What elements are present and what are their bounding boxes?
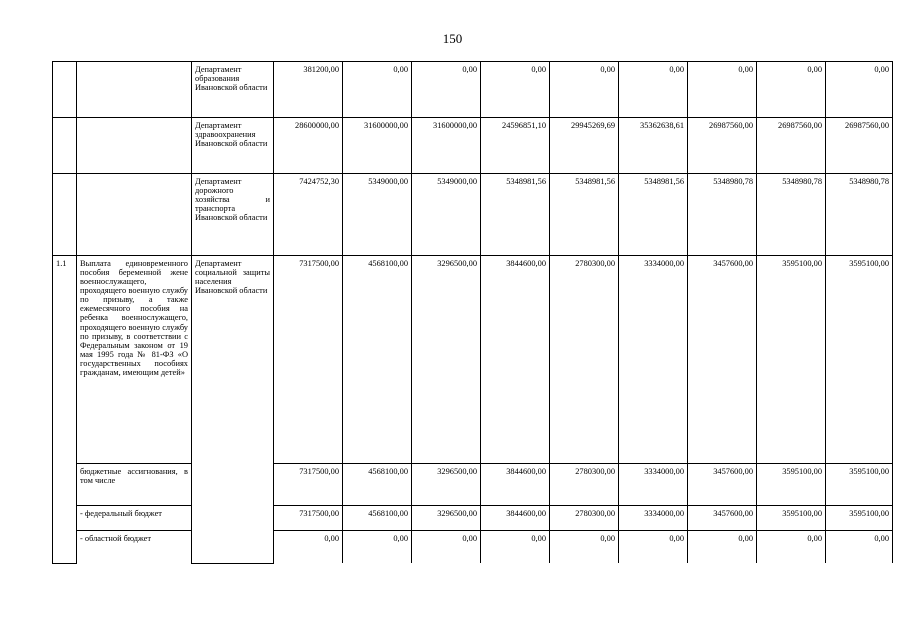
value-cell: 5348980,78 xyxy=(688,174,757,256)
value-cell: 3844600,00 xyxy=(481,464,550,506)
value-cell: 3595100,00 xyxy=(826,506,893,531)
value-cell: 31600000,00 xyxy=(343,118,412,174)
value-cell: 3595100,00 xyxy=(757,506,826,531)
page-number: 150 xyxy=(442,31,463,46)
table-row xyxy=(53,174,893,256)
value-cell: 3457600,00 xyxy=(688,506,757,531)
value-cell: 4568100,00 xyxy=(343,256,412,464)
value-cell: 2780300,00 xyxy=(550,506,619,531)
value-cell: 0,00 xyxy=(757,62,826,118)
value-cell: 3457600,00 xyxy=(688,256,757,464)
value-cell: 2780300,00 xyxy=(550,464,619,506)
table-row xyxy=(53,118,893,174)
table-row xyxy=(53,506,893,531)
value-cell: 5349000,00 xyxy=(412,174,481,256)
table-row xyxy=(53,531,893,564)
row-number-cell xyxy=(53,118,77,174)
value-cell: 0,00 xyxy=(343,531,412,564)
value-cell: 381200,00 xyxy=(274,62,343,118)
table-row xyxy=(53,62,893,118)
value-cell: 26987560,00 xyxy=(757,118,826,174)
value-cell: 3296500,00 xyxy=(412,256,481,464)
value-cell: 3595100,00 xyxy=(757,256,826,464)
value-cell: 24596851,10 xyxy=(481,118,550,174)
value-cell: 5348981,56 xyxy=(550,174,619,256)
value-cell: 7317500,00 xyxy=(274,506,343,531)
description-cell xyxy=(77,62,192,118)
value-cell: 4568100,00 xyxy=(343,506,412,531)
funding-label-cell: - федеральный бюджет xyxy=(77,506,192,531)
value-cell: 0,00 xyxy=(826,62,893,118)
value-cell: 4568100,00 xyxy=(343,464,412,506)
value-cell: 0,00 xyxy=(550,62,619,118)
department-cell: Департамент социальной защиты населения Ивановской области xyxy=(192,256,274,564)
table-row xyxy=(53,256,893,464)
value-cell: 0,00 xyxy=(826,531,893,564)
value-cell: 0,00 xyxy=(757,531,826,564)
value-cell: 3595100,00 xyxy=(826,464,893,506)
value-cell: 29945269,69 xyxy=(550,118,619,174)
value-cell: 0,00 xyxy=(412,62,481,118)
value-cell: 7317500,00 xyxy=(274,256,343,464)
value-cell: 3595100,00 xyxy=(757,464,826,506)
value-cell: 3296500,00 xyxy=(412,464,481,506)
row-number-cell xyxy=(53,174,77,256)
value-cell: 7424752,30 xyxy=(274,174,343,256)
value-cell: 3457600,00 xyxy=(688,464,757,506)
value-cell: 3334000,00 xyxy=(619,464,688,506)
funding-label-cell: - областной бюджет xyxy=(77,531,192,564)
value-cell: 3595100,00 xyxy=(826,256,893,464)
value-cell: 3334000,00 xyxy=(619,506,688,531)
department-cell: Департамент здравоохранения Ивановской области xyxy=(192,118,274,174)
value-cell: 7317500,00 xyxy=(274,464,343,506)
value-cell: 0,00 xyxy=(343,62,412,118)
funding-label-cell: бюджетные ассигнования, в том числе xyxy=(77,464,192,506)
value-cell: 31600000,00 xyxy=(412,118,481,174)
value-cell: 3296500,00 xyxy=(412,506,481,531)
description-cell xyxy=(77,174,192,256)
value-cell: 26987560,00 xyxy=(688,118,757,174)
value-cell: 0,00 xyxy=(688,62,757,118)
value-cell: 0,00 xyxy=(274,531,343,564)
value-cell: 35362638,61 xyxy=(619,118,688,174)
value-cell: 0,00 xyxy=(412,531,481,564)
value-cell: 5348980,78 xyxy=(826,174,893,256)
value-cell: 5348980,78 xyxy=(757,174,826,256)
value-cell: 0,00 xyxy=(481,62,550,118)
budget-table xyxy=(52,61,893,564)
table-row xyxy=(53,464,893,506)
value-cell: 0,00 xyxy=(481,531,550,564)
value-cell: 5349000,00 xyxy=(343,174,412,256)
value-cell: 0,00 xyxy=(688,531,757,564)
value-cell: 2780300,00 xyxy=(550,256,619,464)
value-cell: 0,00 xyxy=(550,531,619,564)
value-cell: 3334000,00 xyxy=(619,256,688,464)
description-cell xyxy=(77,118,192,174)
row-number-cell: 1.1 xyxy=(53,256,77,564)
value-cell: 3844600,00 xyxy=(481,506,550,531)
value-cell: 5348981,56 xyxy=(481,174,550,256)
value-cell: 26987560,00 xyxy=(826,118,893,174)
department-cell: Департамент образования Ивановской области xyxy=(192,62,274,118)
value-cell: 0,00 xyxy=(619,531,688,564)
department-cell: Департамент дорожного хозяйства и транспорта Ивановской области xyxy=(192,174,274,256)
value-cell: 5348981,56 xyxy=(619,174,688,256)
description-cell: Выплата единовременного пособия беременной жене военнослужащего, проходящего военную службу по призыву, а также ежемесячного пособия на ребенка военнослужащего, проходящего военную службу по призыву, в соответствии с Федеральным законом от 19 мая 1995 года № 81-ФЗ «О государственных пособиях гражданам, имеющим детей» xyxy=(77,256,192,464)
row-number-cell xyxy=(53,62,77,118)
value-cell: 3844600,00 xyxy=(481,256,550,464)
value-cell: 0,00 xyxy=(619,62,688,118)
value-cell: 28600000,00 xyxy=(274,118,343,174)
